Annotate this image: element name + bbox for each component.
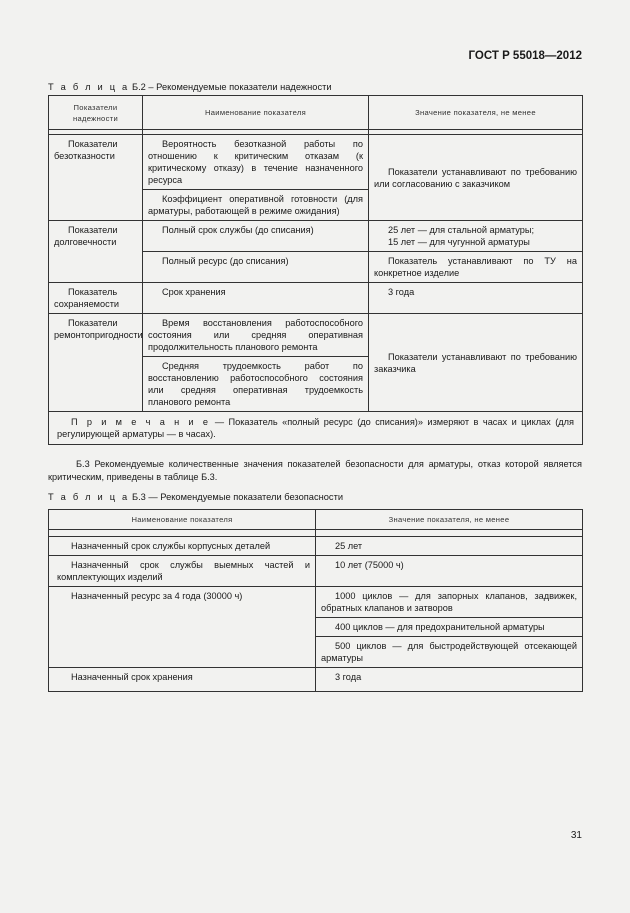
- column-header: Показатели надежности: [49, 96, 143, 130]
- column-header: Значение показателя, не менее: [316, 510, 583, 530]
- table-b2: [48, 95, 583, 445]
- indicator-value: 3 года: [369, 283, 583, 314]
- indicator-name: Вероятность безотказной работы по отношению к критическим отказам (к критическому отказу) в течение назначенного ресурса: [143, 135, 369, 190]
- indicator-value: 25 лет: [316, 537, 583, 556]
- indicator-value: Показатели устанавливают по требованию или согласованию с заказчиком: [369, 135, 583, 221]
- indicator-name: Средняя трудоемкость работ по восстановлению работоспособного состояния или средняя оперативная трудоемкость планового ремонта: [143, 357, 369, 412]
- group-label: Показатели ремонтопригодности: [49, 314, 143, 412]
- indicator-value: 25 лет — для стальной арматуры; 15 лет — для чугунной арматуры: [369, 221, 583, 252]
- document-id: ГОСТ Р 55018—2012: [468, 50, 582, 62]
- indicator-value: 1000 циклов — для запорных клапанов, задвижек, обратных клапанов и затворов: [316, 587, 583, 618]
- table-b3: [48, 509, 583, 692]
- table-b3-caption: Т а б л и ц а Б.3 — Рекомендуемые показатели безопасности: [48, 492, 344, 502]
- indicator-name: Назначенный ресурс за 4 года (30000 ч): [49, 587, 316, 668]
- table-header-row: [49, 510, 583, 530]
- indicator-name: Полный ресурс (до списания): [143, 252, 369, 283]
- column-header: Наименование показателя: [143, 96, 369, 130]
- indicator-name: Назначенный срок службы выемных частей и комплектующих изделий: [49, 556, 316, 587]
- table-row: [49, 537, 583, 556]
- page-number: 31: [570, 830, 582, 841]
- table-b2-caption: Т а б л и ц а Б.2 – Рекомендуемые показатели надежности: [48, 82, 332, 92]
- indicator-value: Показатель устанавливают по ТУ на конкретное изделие: [369, 252, 583, 283]
- indicator-name: Коэффициент оперативной готовности (для арматуры, работающей в режиме ожидания): [143, 190, 369, 221]
- paragraph-b3: Б.3 Рекомендуемые количественные значения показателей безопасности для арматуры, отказ которой является критическим, приведены в таблице Б.3.: [48, 459, 582, 482]
- table-row: [49, 587, 583, 618]
- table-row: [49, 556, 583, 587]
- table-row: [49, 221, 583, 252]
- table-row: [49, 135, 583, 190]
- table-note-row: [49, 412, 583, 445]
- indicator-value: Показатели устанавливают по требованию заказчика: [369, 314, 583, 412]
- indicator-value: 400 циклов — для предохранительной арматуры: [316, 618, 583, 637]
- table-row: [49, 668, 583, 692]
- indicator-value: 10 лет (75000 ч): [316, 556, 583, 587]
- indicator-value: 3 года: [316, 668, 583, 692]
- column-header: Наименование показателя: [49, 510, 316, 530]
- group-label: Показатели безотказности: [49, 135, 143, 221]
- table-row: [49, 314, 583, 357]
- table-note: П р и м е ч а н и е — Показатель «полный ресурс (до списания)» измеряют в часах и циклах (для регулирующей арматуры — в часах).: [49, 412, 583, 445]
- indicator-name: Назначенный срок службы корпусных деталей: [49, 537, 316, 556]
- group-label: Показатели долговечности: [49, 221, 143, 283]
- column-header: Значение показателя, не менее: [369, 96, 583, 130]
- group-label: Показатель сохраняемости: [49, 283, 143, 314]
- indicator-name: Назначенный срок хранения: [49, 668, 316, 692]
- indicator-name: Полный срок службы (до списания): [143, 221, 369, 252]
- indicator-name: Срок хранения: [143, 283, 369, 314]
- indicator-name: Время восстановления работоспособного состояния или средняя оперативная продолжительность планового ремонта: [143, 314, 369, 357]
- table-row: [49, 283, 583, 314]
- indicator-value: 500 циклов — для быстродействующей отсекающей арматуры: [316, 637, 583, 668]
- table-header-row: [49, 96, 583, 130]
